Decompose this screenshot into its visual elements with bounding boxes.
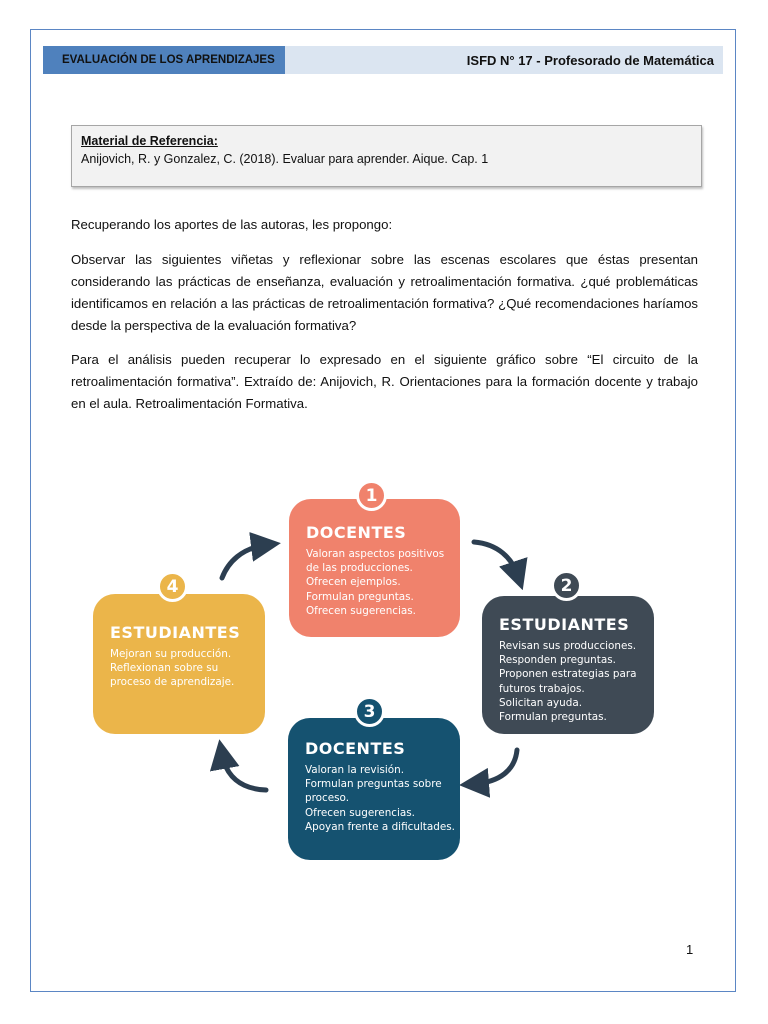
arrow-4-to-1 [222, 545, 266, 578]
arrow-1-to-2 [474, 542, 518, 576]
step-4-line: proceso de aprendizaje. [110, 676, 235, 689]
intro-paragraph: Recuperando los aportes de las autoras, les propongo: [71, 217, 393, 232]
step-4-line: Reflexionan sobre su [110, 662, 219, 675]
step-4-line: Mejoran su producción. [110, 648, 232, 660]
instructions-paragraph: Observar las siguientes viñetas y reflexionar sobre las escenas escolares que éstas presentan considerando las prácticas de enseñanza, evaluación y retroalimentación formativa. ¿qué problemáticas identificamos en relación a las prácticas de retroalimentación formativa? ¿Qué recomendaciones haríamos desde la perspectiva de la evaluación formativa? [71, 252, 698, 333]
step-3-title: DOCENTES [305, 739, 406, 758]
step-1-line: Ofrecen sugerencias. [306, 604, 416, 617]
step-1-line: Ofrecen ejemplos. [306, 576, 401, 589]
reference-box [71, 125, 702, 187]
reference-citation: Anijovich, R. y Gonzalez, C. (2018). Evaluar para aprender. Aique. Cap. 1 [81, 152, 489, 166]
arrow-3-to-4 [222, 754, 266, 790]
step-1-line: Formulan preguntas. [306, 590, 414, 603]
reference-title: Material de Referencia: [81, 134, 218, 148]
step-3-line: proceso. [305, 792, 349, 805]
step-3-badge: 3 [354, 696, 385, 727]
step-2-line: Proponen estrategias para [499, 668, 637, 681]
header-institution [285, 46, 723, 74]
header-institution-label: ISFD N° 17 - Profesorado de Matemática [466, 52, 714, 68]
step-4-badge: 4 [157, 571, 188, 602]
step-2-line: Solicitan ayuda. [499, 696, 583, 709]
step-2-title: ESTUDIANTES [499, 615, 630, 634]
step-3-line: Apoyan frente a dificultades. [305, 820, 455, 833]
step-2-badge: 2 [551, 570, 582, 601]
step-2-line: Formulan preguntas. [499, 711, 607, 724]
step-3-line: Valoran la revisión. [305, 764, 405, 776]
step-2-line: Revisan sus producciones. [499, 640, 637, 652]
feedback-cycle-diagram [90, 478, 660, 868]
step-3-line: Formulan preguntas sobre [305, 778, 442, 791]
step-1-line: Valoran aspectos positivos [306, 548, 445, 560]
header-course-label: EVALUACIÓN DE LOS APRENDIZAJES [62, 54, 275, 66]
step-1-card [289, 499, 460, 637]
arrow-2-to-3 [474, 750, 517, 784]
step-3-card [288, 718, 460, 860]
step-4-title: ESTUDIANTES [110, 623, 241, 642]
step-1-title: DOCENTES [306, 523, 407, 542]
header-course [43, 46, 285, 74]
analysis-paragraph: Para el análisis pueden recuperar lo expresado en el siguiente gráfico sobre “El circuito de la retroalimentación formativa”. Extraído de: Anijovich, R. Orientaciones para la formación docente y trabajo en el aula. Retroalimentación Formativa. [71, 352, 698, 411]
step-4-card [93, 594, 265, 734]
step-1-line: de las producciones. [306, 562, 413, 575]
step-2-line: futuros trabajos. [499, 682, 585, 695]
step-2-line: Responden preguntas. [499, 654, 616, 667]
step-1-badge: 1 [356, 480, 387, 511]
step-2-card [482, 596, 654, 734]
step-3-line: Ofrecen sugerencias. [305, 806, 415, 819]
page-number: 1 [686, 942, 694, 957]
